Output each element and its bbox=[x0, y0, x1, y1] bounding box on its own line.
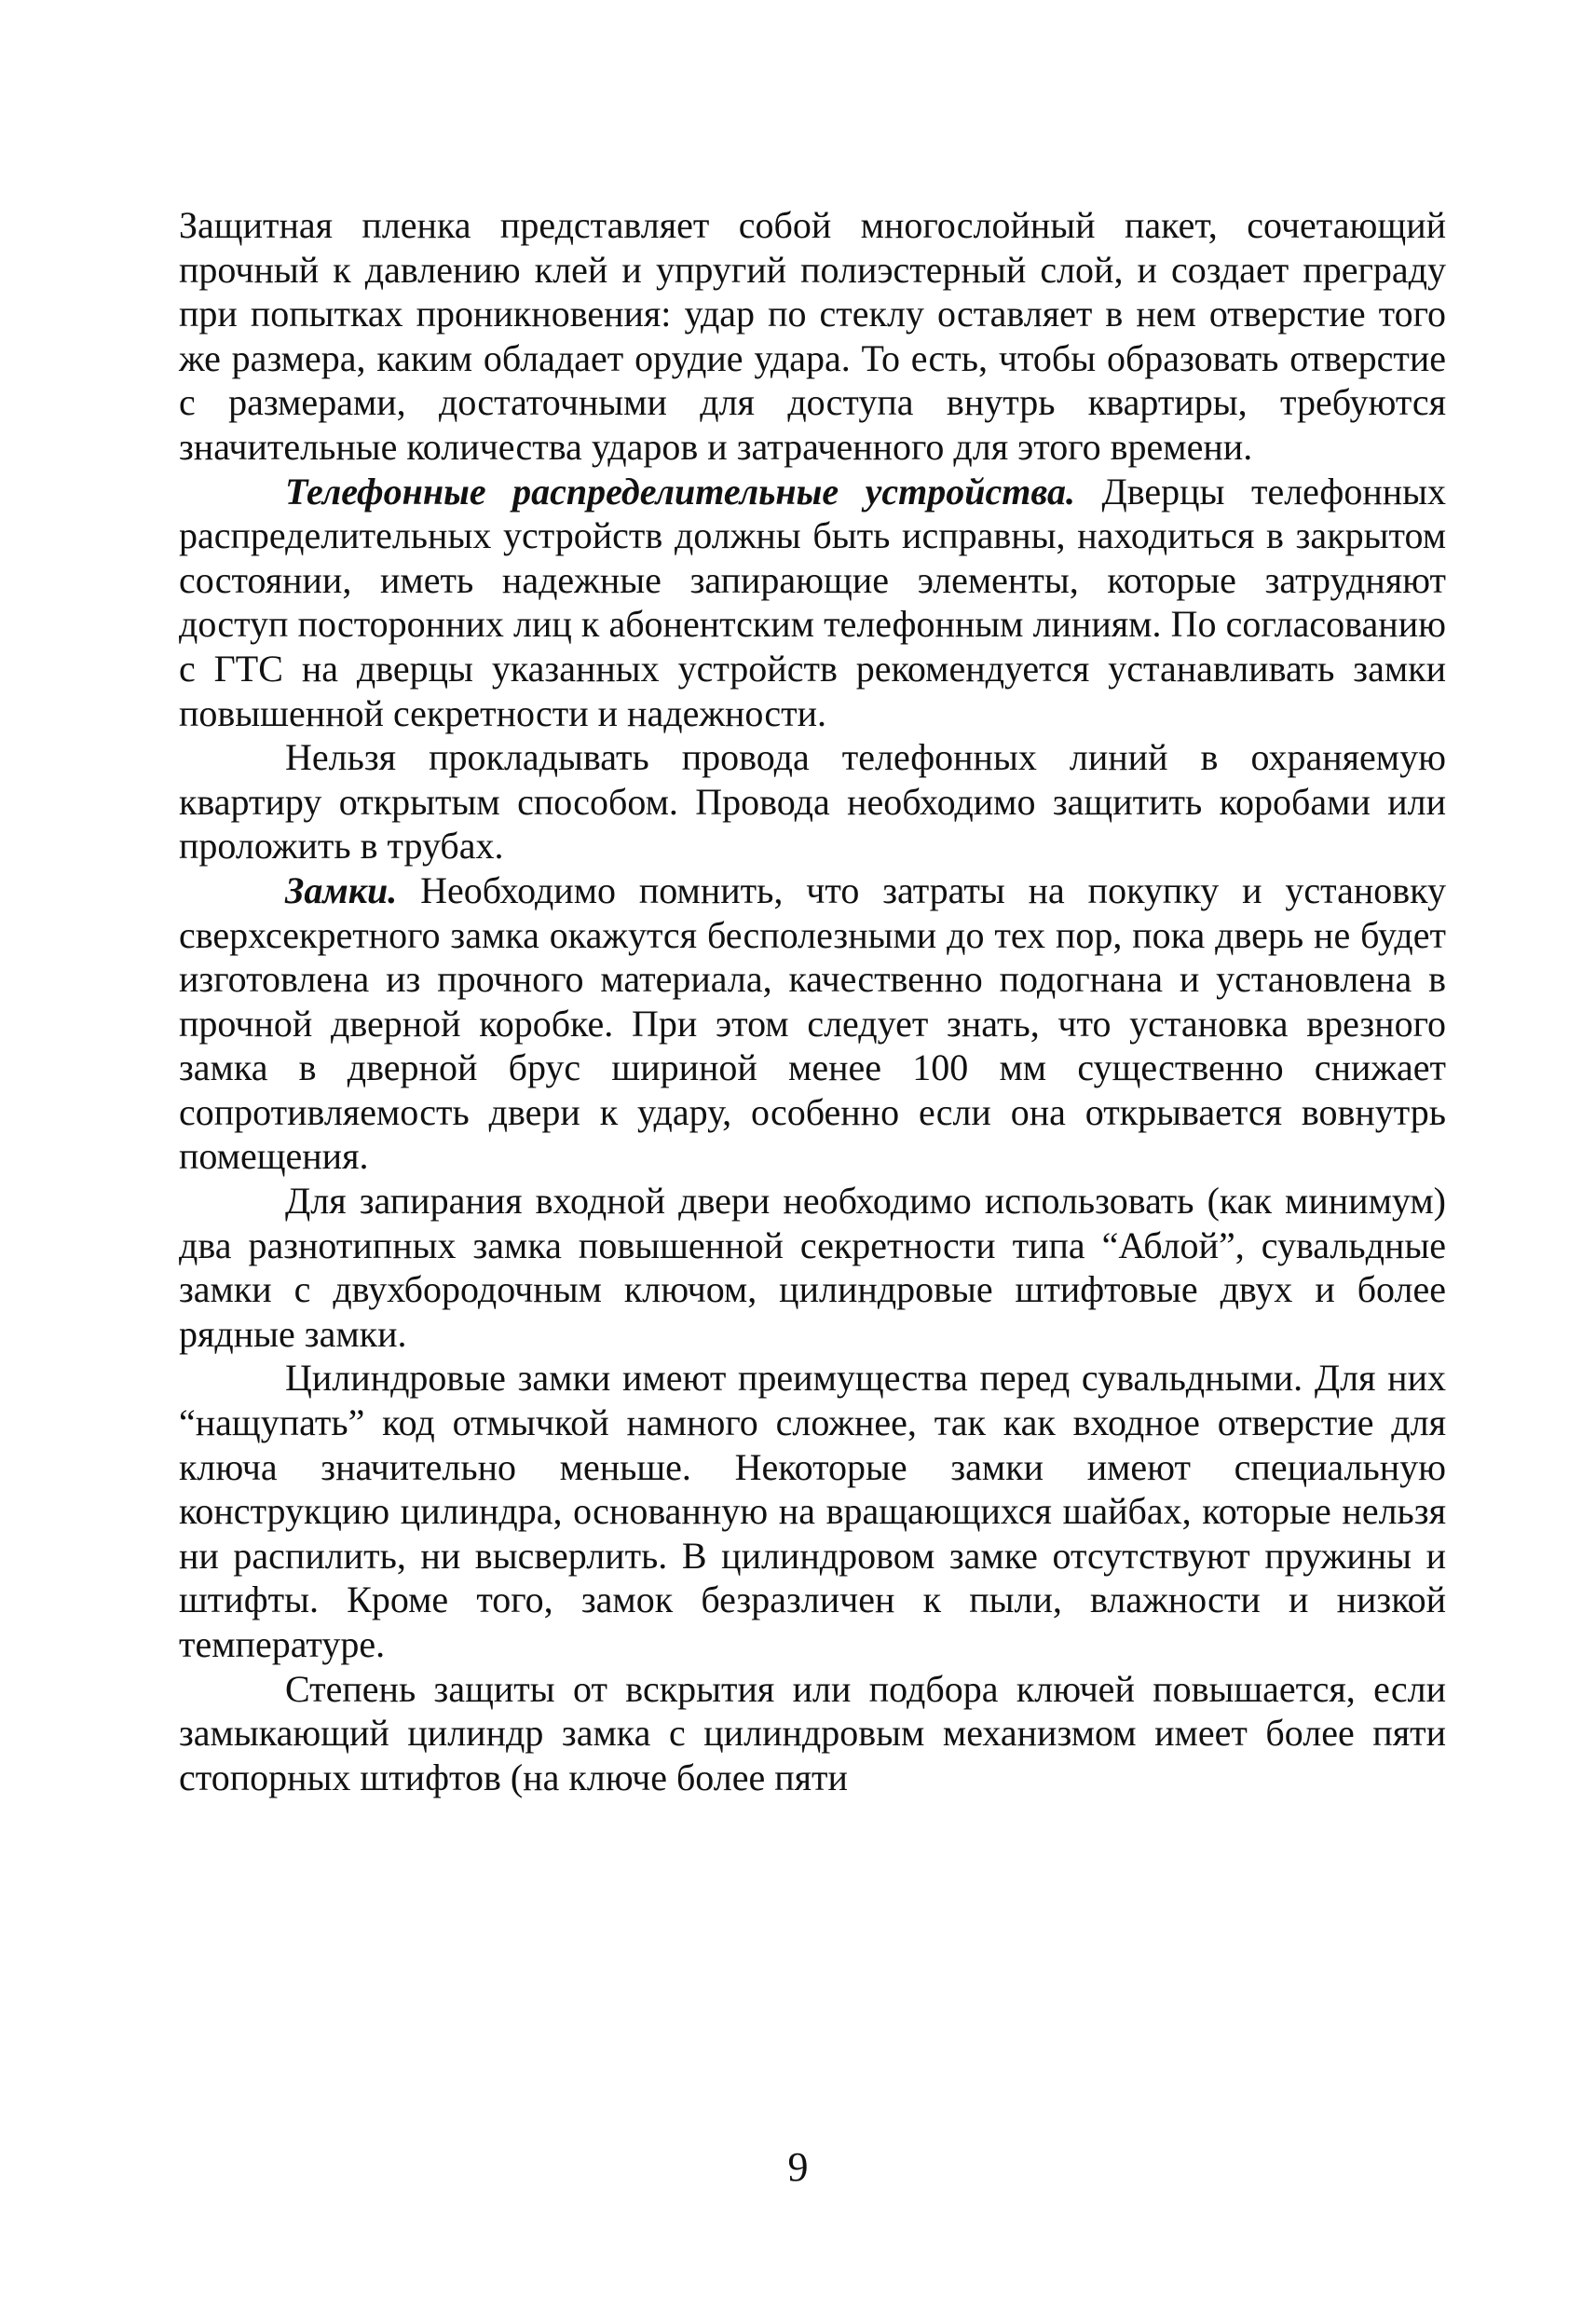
paragraph-text: Цилиндровые замки имеют преимущества перед сувальдными. Для них “нащупать” код отмычкой намного сложнее, так как входное отверстие для ключа значительно меньше. Некоторые замки имеют специальную конструкцию цилиндра, основанную на вращающихся шайбах, которые нельзя ни распилить, ни высверлить. В цилиндровом замке отсутствуют пружины и штифты. Кроме того, замок безразличен к пыли, влажности и низкой температуре. bbox=[179, 1357, 1446, 1665]
paragraph-locks bbox=[179, 868, 1446, 1179]
paragraph-text: Нельзя прокладывать провода телефонных линий в охраняемую квартиру открытым способом. Провода необходимо защитить коробами или проложить в трубах. bbox=[179, 736, 1446, 868]
paragraph-text: Дверцы телефонных распределительных устройств должны быть исправны, находиться в закрытом состоянии, иметь надежные запирающие элементы, которые затрудняют доступ посторонних лиц к абонентским телефонным линиям. По согласованию с ГТС на дверцы указанных устройств рекомендуется устанавливать замки повышенной секретности и надежности. bbox=[179, 470, 1446, 734]
page-number: 9 bbox=[787, 2144, 809, 2190]
paragraph-text: Защитная пленка представляет собой многослойный пакет, сочетающий прочный к давлению клей и упругий полиэстерный слой, и создает преграду при попытках проникновения: удар по стеклу оставляет в нем отверстие того же размера, каким обладает орудие удара. То есть, чтобы образовать отверстие с размерами, достаточными для доступа внутрь квартиры, требуются значительные количества ударов и затраченного для этого времени. bbox=[179, 204, 1446, 468]
paragraph-cylinder-locks bbox=[179, 1356, 1446, 1666]
paragraph-text: Степень защиты от вскрытия или подбора ключей повышается, если замыкающий цилиндр замка с цилиндровым механизмом имеет более пяти стопорных штифтов (на ключе более пяти bbox=[179, 1667, 1446, 1798]
paragraph-protective-film bbox=[179, 203, 1446, 470]
paragraph-text: Необходимо помнить, что затраты на покупку и установку сверхсекретного замка окажутся бесполезными до тех пор, пока дверь не будет изготовлена из прочного материала, качественно подогнана и установлена в прочной дверной коробке. При этом следует знать, что установка врезного замка в дверной брус шириной менее 100 мм существенно снижает сопротивляемость двери к удару, особенно если она открывается вовнутрь помещения. bbox=[179, 868, 1446, 1178]
paragraph-telephone-devices bbox=[179, 470, 1446, 736]
paragraph-telephone-wires bbox=[179, 735, 1446, 868]
paragraph-lead-heading: Замки. bbox=[285, 868, 398, 911]
paragraph-entry-door-locks bbox=[179, 1179, 1446, 1356]
body-text bbox=[179, 203, 1446, 1799]
paragraph-lead-heading: Телефонные распределительные устройства. bbox=[285, 470, 1075, 513]
paragraph-text: Для запирания входной двери необходимо использовать (как минимум) два разнотипных замка повышенной секретности типа “Аблой”, сувальдные замки с двухбородочным ключом, цилиндровые штифтовые двух и более рядные замки. bbox=[179, 1180, 1446, 1355]
paragraph-protection-degree bbox=[179, 1667, 1446, 1800]
